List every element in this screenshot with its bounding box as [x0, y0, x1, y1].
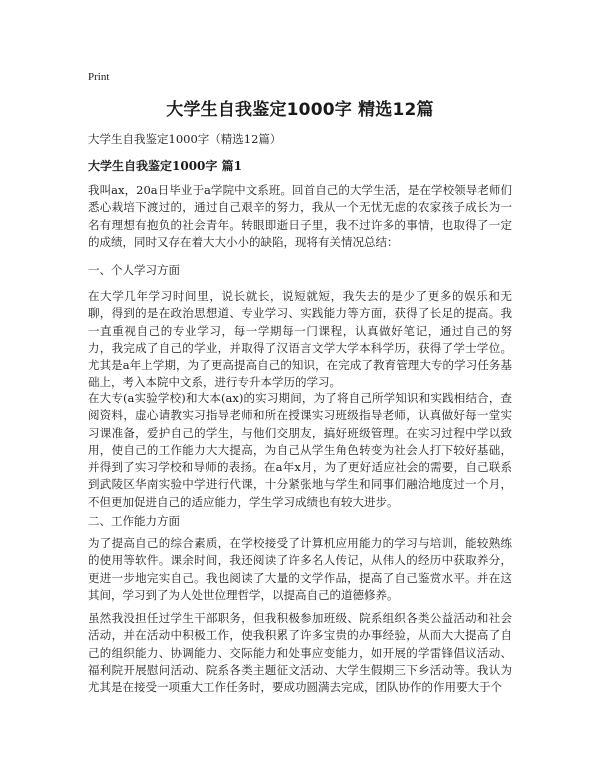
paragraph-intro: 我叫ax，20a日毕业于a学院中文系班。回首自己的大学生活，是在学校领导老师们悉心栽培下渡过的，通过自己艰辛的努力，我从一个无忧无虑的农家孩子成长为一名有理想有抱负的社会青年。转眼即逝日子里，我不过许多的事情，也取得了一定的成绩，同时又存在着大大小小的缺陷，现将有关情况总结： — [88, 183, 512, 249]
section-title: 大学生自我鉴定1000字 篇1 — [88, 159, 242, 173]
document-title: 大学生自我鉴定1000字 精选12篇 — [166, 100, 434, 120]
print-label[interactable]: Print — [88, 71, 110, 83]
heading-study: 一、个人学习方面 — [88, 263, 180, 277]
paragraph-study-1: 在大学几年学习时间里，说长就长，说短就短，我失去的是少了更多的娱乐和无聊，得到的是在政治思想道、专业学习、实践能力等方面，获得了长足的提高。我一直重视自己的专业学习，每一学期每一门课程，认真做好笔记，通过自己的努力，我完成了自己的学业，并取得了汉语言文学大学本科学历，获得了学士学位。尤其是a年上学期，为了更高提高自己的知识，在完成了教育管理大专的学习任务基础上，考入本院中文系，进行专升本学历的学习。 — [88, 289, 512, 390]
paragraph-study-2: 在大专(a实验学校)和大本(ax)的实习期间，为了将自己所学知识和实践相结合，查阅资料，虚心请教实习指导老师和所在授课实习班级指导老师，认真做好每一堂实习课准备，爱护自己的学生，与他们交朋友，搞好班级管理。在实习过程中学以致用，使自己的工作能力大大提高，为自己从学生角色转变为社会人打下较好基础，并得到了实习学校和导师的表扬。在a年x月，为了更好适应社会的需要，自己联系到武陵区华南实验中学进行代课，十分紧张地与学生和同事们融洽地度过一个月，不但更加促进自己的适应能力，学生学习成绩也有较大进步。 — [88, 391, 512, 509]
heading-work: 二、工作能力方面 — [88, 514, 180, 528]
paragraph-work-1: 为了提高自己的综合素质，在学校接受了计算机应用能力的学习与培训，能较熟练的使用等软件。课余时间，我还阅读了许多名人传记，从伟人的经历中获取养分，更进一步地完实自己。我也阅读了大量的文学作品，提高了自己鉴赏水平。并在这其间，学习到了为人处世位理哲学，以提高自己的道德修养。 — [88, 536, 512, 602]
document-subtitle: 大学生自我鉴定1000字（精选12篇） — [88, 132, 282, 146]
paragraph-work-2: 虽然我没担任过学生干部职务，但我积极参加班级、院系组织各类公益活动和社会活动，并在活动中积极工作，使我积累了许多宝贵的办事经验，从而大大提高了自己的组织能力、协调能力、交际能力和处事应变能力，如开展的学雷锋倡议活动、福利院开展慰问活动、院系各类主题征文活动、大学生假期三下乡活动等。我认为尤其是在接受一项重大工作任务时，要成功圆满去完成，团队协作的作用要大于个 — [88, 611, 512, 695]
